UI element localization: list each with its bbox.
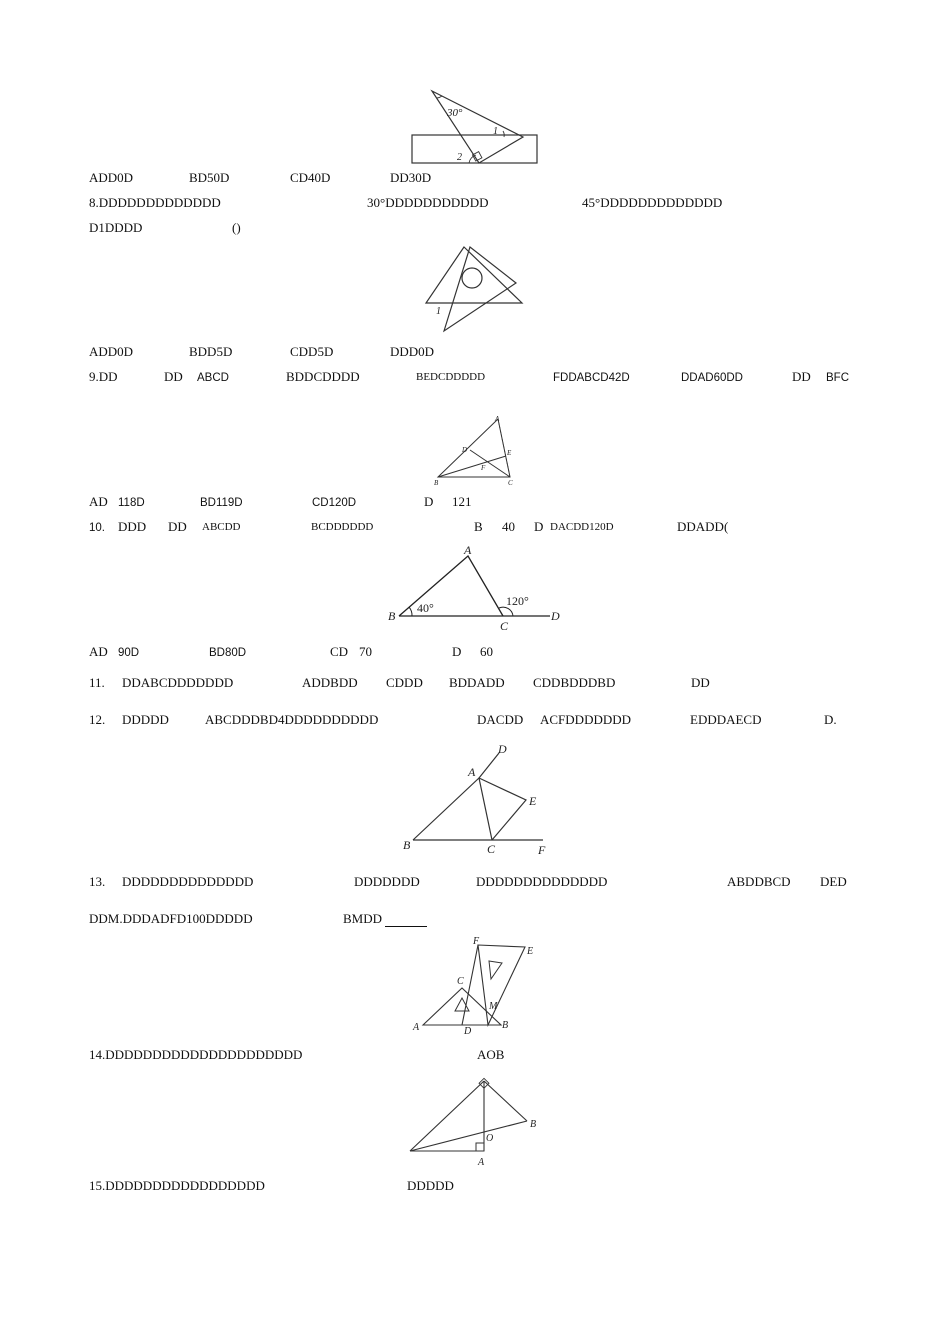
fig13-label-d: D xyxy=(464,1026,472,1037)
q10-stem-5: BCDDDDDD xyxy=(311,521,374,533)
q11-stem-3: ADDBDD xyxy=(302,675,358,690)
q12-stem-3: ABCDDDBD4DDDDDDDDDD xyxy=(205,712,379,727)
q8-option-c: CDD5D xyxy=(290,344,334,359)
q11-stem-4: CDDD xyxy=(386,675,423,690)
q12-figure xyxy=(395,738,555,858)
q9-stem-9: BFC xyxy=(826,372,849,384)
q14-stem-2: AOB xyxy=(477,1047,505,1062)
q10-stem-7: 40 xyxy=(502,519,515,534)
q10-option-d-value: 60 xyxy=(480,644,493,659)
q13-bm-text: BMDD xyxy=(343,911,383,926)
q10-stem-1: 10. xyxy=(89,522,105,534)
q15-stem-1: 15.DDDDDDDDDDDDDDDDD xyxy=(89,1178,265,1193)
q8-option-a: ADD0D xyxy=(89,344,134,359)
fig14-label-a: A xyxy=(478,1157,485,1168)
q10-stem-4: ABCDD xyxy=(202,521,241,533)
q7-figure xyxy=(405,86,545,168)
q13-stem-4: DDDDDDDDDDDDDD xyxy=(476,874,608,889)
q10-option-a-label: AD xyxy=(89,644,108,659)
q11-stem-2: DDABCDDDDDDD xyxy=(122,675,234,690)
fig13-label-e: E xyxy=(527,946,534,957)
q9-stem-1: 9.DD xyxy=(89,369,118,384)
q9-option-d-value: 121 xyxy=(452,494,472,509)
q7-option-a: ADD0D xyxy=(89,170,134,185)
fig10-label-b: B xyxy=(388,609,396,623)
q12-stem-6: EDDDAECD xyxy=(690,712,762,727)
fig13-label-f: F xyxy=(473,936,480,947)
q8-stem-2: 30°DDDDDDDDDDD xyxy=(367,195,489,210)
q10-stem-10: DDADD( xyxy=(677,519,729,534)
fig9-label-e: E xyxy=(507,449,512,457)
fig14-label-o: O xyxy=(486,1133,494,1144)
q9-option-b: BD119D xyxy=(200,497,243,509)
q10-option-d-label: D xyxy=(452,644,462,659)
fig9-label-b: B xyxy=(434,479,439,487)
fig13-label-a: A xyxy=(413,1022,420,1033)
q12-stem-4: DACDD xyxy=(477,712,524,727)
q13-stem-7: DDM.DDDADFD100DDDDD xyxy=(89,911,253,926)
q13-stem-1: 13. xyxy=(89,874,106,889)
q7-option-d: DD30D xyxy=(390,170,432,185)
q9-stem-3: ABCD xyxy=(197,372,229,384)
fig12-label-e: E xyxy=(529,794,537,808)
q12-stem-2: DDDDD xyxy=(122,712,169,727)
fig12-label-b: B xyxy=(403,838,411,852)
q8-stem-paren: () xyxy=(232,220,241,235)
q12-stem-1: 12. xyxy=(89,712,106,727)
fig12-label-f: F xyxy=(538,843,546,857)
q10-stem-3: DD xyxy=(168,519,187,534)
q11-stem-5: BDDADD xyxy=(449,675,505,690)
fig14-label-b: B xyxy=(530,1119,537,1130)
q8-option-d: DDD0D xyxy=(390,344,435,359)
q15-stem-2: DDDDD xyxy=(407,1178,454,1193)
fig13-label-c: C xyxy=(457,976,464,987)
fig10-angle-120: 120° xyxy=(506,594,529,608)
q8-stem-4: D1DDDD xyxy=(89,220,143,235)
q11-stem-7: DD xyxy=(691,675,710,690)
q13-figure xyxy=(405,932,545,1040)
q7-option-c: CD40D xyxy=(290,170,331,185)
fig13-label-b: B xyxy=(502,1020,509,1031)
fig7-label-1: 1 xyxy=(493,126,498,137)
q9-stem-7: DDAD60DD xyxy=(681,372,743,384)
fig12-label-a: A xyxy=(468,765,476,779)
q9-option-c: CD120D xyxy=(312,497,357,509)
fig9-label-c: C xyxy=(508,479,513,487)
q14-figure xyxy=(400,1076,550,1172)
q8-option-b: BDD5D xyxy=(189,344,233,359)
fig9-label-a: A xyxy=(495,415,500,423)
q9-stem-8: DD xyxy=(792,369,811,384)
q9-option-a-label: AD xyxy=(89,494,108,509)
q10-stem-9: DACDD120D xyxy=(550,521,614,533)
q11-stem-1: 11. xyxy=(89,675,105,690)
q10-option-c-label: CD xyxy=(330,644,349,659)
fig9-label-f: F xyxy=(481,464,486,472)
q8-stem-3: 45°DDDDDDDDDDDDD xyxy=(582,195,723,210)
q13-stem-6: DED xyxy=(820,874,847,889)
q11-stem-6: CDDBDDDBD xyxy=(533,675,616,690)
q10-stem-8: D xyxy=(534,519,544,534)
q12-stem-7: D. xyxy=(824,712,837,727)
fig9-label-d: D xyxy=(462,446,468,454)
fig7-label-2: 2 xyxy=(457,152,462,163)
q12-stem-5: ACFDDDDDDD xyxy=(540,712,632,727)
q10-option-a-value: 90D xyxy=(118,647,140,659)
fig10-label-a: A xyxy=(464,543,472,557)
q9-figure xyxy=(430,413,520,488)
q8-figure xyxy=(420,243,530,335)
q9-option-a-value: 118D xyxy=(118,497,145,509)
q9-stem-4: BDDCDDDD xyxy=(286,369,360,384)
q13-stem-2: DDDDDDDDDDDDDD xyxy=(122,874,254,889)
q7-option-b: BD50D xyxy=(189,170,230,185)
fig8-label-1: 1 xyxy=(436,306,441,317)
q9-stem-6: FDDABCD42D xyxy=(553,372,630,384)
fig10-label-c: C xyxy=(500,619,509,630)
q10-figure xyxy=(385,542,565,630)
q13-stem-3: DDDDDDD xyxy=(354,874,420,889)
q8-stem-1: 8.DDDDDDDDDDDDD xyxy=(89,195,221,210)
q9-stem-2: DD xyxy=(164,369,183,384)
q9-option-d-label: D xyxy=(424,494,434,509)
fig12-label-d: D xyxy=(498,742,507,756)
fig10-angle-40: 40° xyxy=(417,601,434,615)
q13-stem-5: ABDDBCD xyxy=(727,874,791,889)
q9-stem-5: BEDCDDDDD xyxy=(416,371,486,383)
fig7-angle-30: 30° xyxy=(447,107,463,119)
q14-stem-1: 14.DDDDDDDDDDDDDDDDDDDDD xyxy=(89,1047,303,1062)
fig13-label-m: M xyxy=(489,1001,498,1012)
q10-option-c-value: 70 xyxy=(359,644,372,659)
q13-stem-8 xyxy=(343,911,427,927)
fig10-label-d: D xyxy=(551,609,560,623)
q10-stem-2: DDD xyxy=(118,519,147,534)
q10-stem-6: B xyxy=(474,519,483,534)
q10-option-b: BD80D xyxy=(209,647,247,659)
q13-answer-blank xyxy=(385,914,427,927)
fig12-label-c: C xyxy=(487,842,496,856)
